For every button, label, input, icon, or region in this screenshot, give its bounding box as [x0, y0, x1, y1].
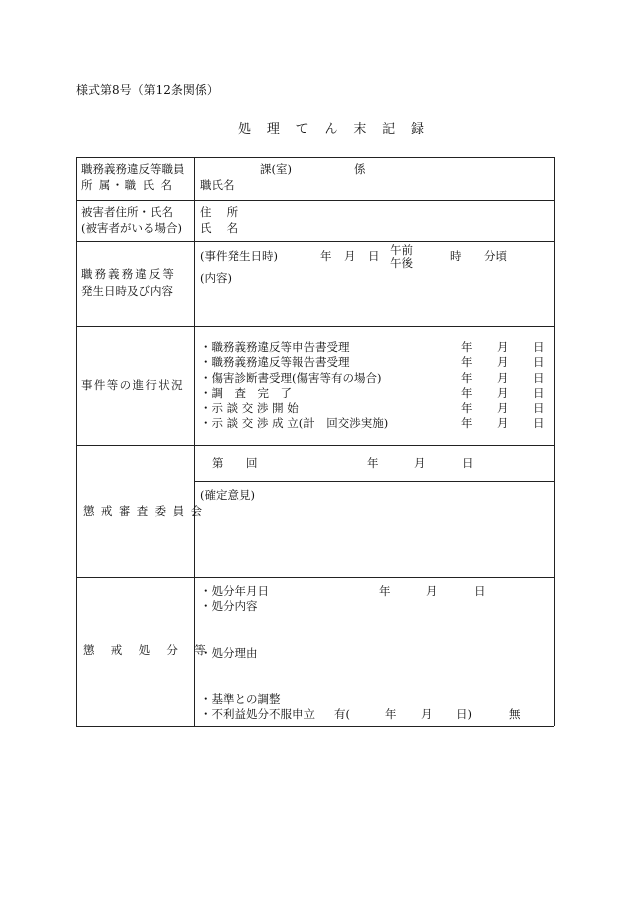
progress-item: ・職務義務違反等申告書受理 — [200, 340, 350, 354]
discipline-date-label: ・処分年月日 — [200, 584, 269, 598]
occurrence-day[interactable]: 日 — [368, 249, 380, 263]
progress-label: 事件等の進行状況 — [81, 378, 185, 392]
progress-year[interactable]: 年 — [461, 371, 473, 385]
committee-month[interactable]: 月 — [414, 456, 426, 470]
progress-item: ・調 査 完 了 — [200, 386, 292, 400]
pm-option[interactable]: 午後 — [390, 256, 413, 270]
committee-label: 懲 戒 審 査 委 員 会 — [83, 504, 204, 518]
occurrence-minute[interactable]: 分頃 — [484, 249, 507, 263]
progress-month[interactable]: 月 — [497, 355, 509, 369]
standard-adjustment-field[interactable]: ・基準との調整 — [200, 692, 281, 706]
progress-item: ・職務義務違反等報告書受理 — [200, 355, 350, 369]
datetime-label: (事件発生日時) — [200, 249, 278, 263]
discipline-month[interactable]: 月 — [426, 584, 438, 598]
section-label: 係 — [354, 162, 366, 176]
progress-year[interactable]: 年 — [461, 340, 473, 354]
progress-day[interactable]: 日 — [533, 340, 545, 354]
form-number: 様式第8号（第12条関係） — [76, 83, 219, 97]
occurrence-content-field[interactable]: (内容) — [200, 271, 232, 285]
discipline-reason-field[interactable]: ・処分理由 — [200, 646, 258, 660]
discipline-year[interactable]: 年 — [379, 584, 391, 598]
occurrence-month[interactable]: 月 — [344, 249, 356, 263]
progress-year[interactable]: 年 — [461, 386, 473, 400]
appeal-year[interactable]: 年 — [385, 707, 397, 721]
progress-year[interactable]: 年 — [461, 355, 473, 369]
progress-month[interactable]: 月 — [497, 386, 509, 400]
progress-month[interactable]: 月 — [497, 401, 509, 415]
committee-year[interactable]: 年 — [367, 456, 379, 470]
occurrence-year[interactable]: 年 — [320, 249, 332, 263]
occurrence-label-line2: 発生日時及び内容 — [81, 284, 173, 298]
appeal-yes-option[interactable]: 有( — [334, 707, 350, 721]
progress-day[interactable]: 日 — [533, 416, 545, 430]
page-title: 処 理 て ん 末 記 録 — [238, 122, 430, 137]
session-number-prefix: 第 — [212, 456, 224, 470]
occurrence-label-line1: 職務義務違反等 — [81, 267, 176, 281]
am-option[interactable]: 午前 — [390, 243, 413, 257]
victim-label-line1: 被害者住所・氏名 — [81, 205, 173, 219]
occurrence-hour[interactable]: 時 — [450, 249, 462, 263]
progress-year[interactable]: 年 — [461, 416, 473, 430]
committee-opinion-field[interactable]: (確定意見) — [200, 488, 255, 502]
appeal-month[interactable]: 月 — [421, 707, 433, 721]
appeal-no-option[interactable]: 無 — [509, 707, 521, 721]
appeal-label: ・不利益処分不服申立 — [200, 707, 315, 721]
progress-day[interactable]: 日 — [533, 371, 545, 385]
committee-day[interactable]: 日 — [462, 456, 474, 470]
discipline-day[interactable]: 日 — [474, 584, 486, 598]
progress-month[interactable]: 月 — [497, 416, 509, 430]
victim-label-line2: (被害者がいる場合) — [81, 221, 182, 235]
progress-day[interactable]: 日 — [533, 386, 545, 400]
discipline-label: 懲 戒 処 分 等 — [83, 643, 213, 657]
progress-month[interactable]: 月 — [497, 340, 509, 354]
session-number-suffix: 回 — [246, 456, 258, 470]
progress-month[interactable]: 月 — [497, 371, 509, 385]
progress-item: ・示 談 交 渉 開 始 — [200, 401, 299, 415]
employee-name-field[interactable]: 職氏名 — [200, 178, 235, 192]
progress-year[interactable]: 年 — [461, 401, 473, 415]
progress-item: ・傷害診断書受理(傷害等有の場合) — [200, 371, 382, 385]
appeal-day[interactable]: 日) — [456, 707, 472, 721]
affiliation-label-line1: 職務義務違反等職員 — [81, 162, 185, 176]
discipline-content-field[interactable]: ・処分内容 — [200, 599, 258, 613]
progress-item: ・示 談 交 渉 成 立(計 回交渉実施) — [200, 416, 389, 430]
progress-day[interactable]: 日 — [533, 401, 545, 415]
victim-address-field[interactable]: 住 所 — [200, 205, 244, 219]
progress-day[interactable]: 日 — [533, 355, 545, 369]
victim-name-field[interactable]: 氏 名 — [200, 221, 244, 235]
affiliation-label-line2: 所 属・職 氏 名 — [81, 178, 174, 192]
dept-label: 課(室) — [260, 162, 292, 176]
